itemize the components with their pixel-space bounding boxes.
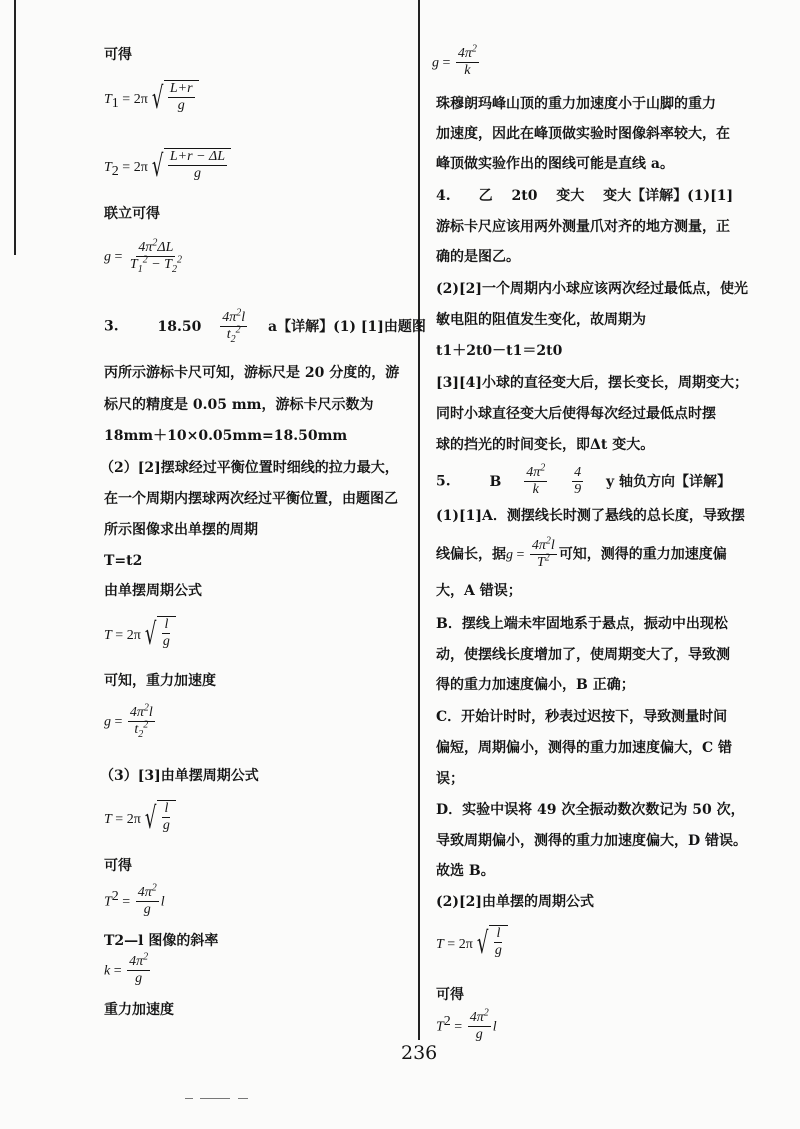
text-lian-li: 联立可得 (104, 206, 160, 222)
question-5-line: 5. B $\frac{4\pi^2}{k}$ $\frac{4}{9}$ y 轴负方向【详解】 (436, 462, 731, 497)
text-r7: 敏电阻的阻值发生变化，故周期为 (436, 312, 646, 328)
text-r10: 同时小球直径变大后使得每次经过最低点时摆 (436, 406, 716, 422)
text-l8: 所示图像求出单摆的周期 (104, 522, 258, 538)
text-ke-de-1: 可得 (104, 47, 132, 63)
text-l5: 18mm＋10×0.05mm=18.50mm (104, 428, 348, 444)
text-r11: 球的挡光的时间变长，即Δt 变大。 (436, 437, 655, 453)
footer-mark (200, 1098, 230, 1099)
text-r4: 游标卡尺应该用两外测量爪对齐的地方测量，正 (436, 219, 730, 235)
text-r19: 偏短，周期偏小，测得的重力加速度偏大，C 错 (436, 740, 733, 756)
q5-fraction-numerator: 4 (574, 465, 582, 480)
q5-number: 5. (436, 473, 451, 490)
formula-T-period-2: T = 2π √ $\frac{l}{g}$ (104, 800, 176, 838)
footer-mark (238, 1098, 248, 1099)
text-l10: 由单摆周期公式 (104, 583, 202, 599)
text-r5: 确的是图乙。 (436, 249, 520, 265)
formula-T-squared-2: $T^2$ = $\frac{4\pi^2}{g}$ l (436, 1007, 497, 1042)
footer-mark (185, 1098, 193, 1099)
text-r22: 导致周期偏小，测得的重力加速度偏大，D 错误。 (436, 833, 748, 849)
text-r12: (1)[1]A．测摆线长时测了悬线的总长度，导致摆 (436, 508, 745, 524)
text-r1: 珠穆朗玛峰山顶的重力加速度小于山脚的重力 (436, 96, 716, 112)
formula-g-t2: g = $\frac{4\pi^2l}{t_2^2}$ (104, 702, 153, 740)
q3-answer: 18.50 (157, 318, 202, 335)
q3-number: 3. (104, 318, 119, 335)
text-r25: 可得 (436, 987, 464, 1003)
text-r13: 线偏长，据g = $\frac{4\pi^2l}{T^2}$ 可知，测得的重力加速度偏 (436, 535, 727, 570)
text-r21: D．实验中误将 49 次全振动数次数记为 50 次， (436, 802, 745, 818)
text-r3: 峰顶做实验作出的图线可能是直线 a。 (436, 156, 674, 172)
formula-g-k: g = $\frac{4\pi^2}{k}$ (432, 43, 477, 78)
text-r8: t1＋2t0－t1＝2t0 (436, 343, 563, 359)
text-l11: 可知，重力加速度 (104, 673, 216, 689)
text-l14: T2—l 图像的斜率 (104, 933, 219, 949)
text-r23: 故选 B。 (436, 863, 495, 879)
q3-detail: a【详解】(1) [1]由题图 (268, 318, 426, 335)
text-l9: T=t2 (104, 553, 143, 569)
text-r14: 大，A 错误； (436, 583, 522, 599)
text-l7: 在一个周期内摆球两次经过平衡位置，由题图乙 (104, 491, 398, 507)
text-l6: （2）[2]摆球经过平衡位置时细线的拉力最大， (100, 460, 399, 476)
text-l4: 标尺的精度是 0.05 mm，游标卡尺示数为 (104, 397, 374, 413)
text-r6: (2)[2]一个周期内小球应该两次经过最低点，使光 (436, 281, 748, 297)
text-r13-prefix: 线偏长，据 (436, 546, 506, 563)
left-margin-rule (14, 0, 16, 255)
text-l3: 丙所示游标卡尺可知，游标尺是 20 分度的，游 (104, 365, 400, 381)
text-l15: 重力加速度 (104, 1002, 174, 1018)
text-l13: 可得 (104, 858, 132, 874)
text-l12: （3）[3]由单摆周期公式 (100, 768, 259, 784)
text-r13-suffix: 可知，测得的重力加速度偏 (558, 546, 727, 563)
q5-fraction-denominator: 9 (574, 482, 582, 497)
text-r20: 误； (436, 771, 464, 787)
q5-detail: y 轴负方向【详解】 (605, 473, 731, 490)
text-r18: C．开始计时时，秒表过迟按下，导致测量时间 (436, 709, 728, 725)
text-r24: (2)[2]由单摆的周期公式 (436, 894, 594, 910)
formula-T-period-1: T = 2π √ $\frac{l}{g}$ (104, 616, 176, 654)
formula-T1: $T_1 = 2\pi$ √ $\frac{L+r}{g}$ (104, 80, 199, 118)
text-r16: 动，使摆线长度增加了，使周期变大了，导致测 (436, 647, 730, 663)
formula-T2: $T_2 = 2\pi$ √ $\frac{L+r - \Delta L}{g}$ (104, 148, 231, 186)
formula-T-period-3: T = 2π √ $\frac{l}{g}$ (436, 925, 508, 963)
text-r2: 加速度，因此在峰顶做实验时图像斜率较大，在 (436, 126, 730, 142)
text-r9: [3][4]小球的直径变大后，摆长变长，周期变大； (436, 375, 748, 391)
text-r15: B．摆线上端未牢固地系于悬点，振动中出现松 (436, 616, 728, 632)
text-r17: 得的重力加速度偏小，B 正确； (436, 677, 635, 693)
page-number: 236 (401, 1042, 438, 1064)
q5-answer: B (489, 473, 502, 490)
column-divider-rule (418, 0, 420, 1040)
formula-g-lian-li: g = $\frac{4\pi^2\Delta L}{T_1^2 - T_2^2}$ (104, 237, 182, 275)
formula-T-squared: $T^2$ = $\frac{4\pi^2}{g}$ l (104, 882, 165, 917)
formula-k: k = $\frac{4\pi^2}{g}$ (104, 951, 149, 986)
question-3-line: 3. 18.50 $\frac{4\pi^2l}{t_2^2}$ a【详解】(1) [1]由题图 (104, 307, 426, 345)
question-4-line: 4. 乙 2t0 变大 变大【详解】(1)[1] (436, 188, 734, 204)
